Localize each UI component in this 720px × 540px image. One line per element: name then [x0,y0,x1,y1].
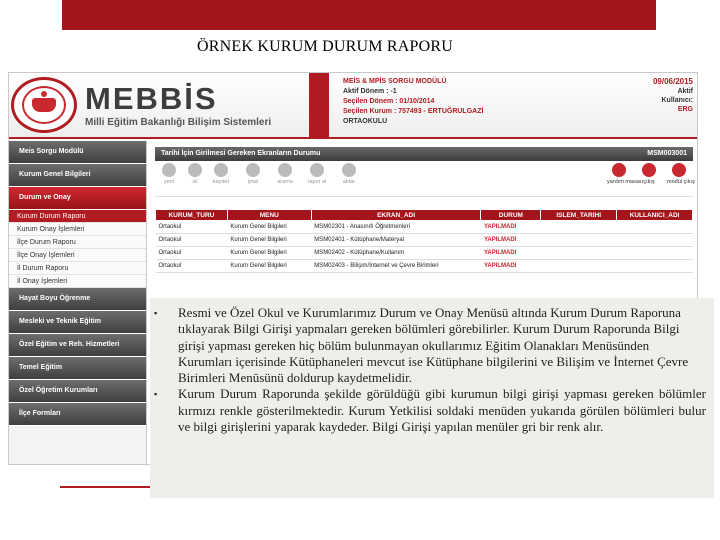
column-header[interactable]: ISLEM_TARIHI [541,210,617,221]
toolbar-icon [310,163,324,177]
sidebar [9,141,147,465]
sidebar-item[interactable]: Hayat Boyu Öğrenme [9,288,146,311]
column-header[interactable]: MENU [227,210,311,221]
column-header[interactable]: KULLANICI_ADI [617,210,693,221]
user-name: ERG [677,106,693,113]
table-row[interactable] [156,247,693,260]
selected-term: Seçilen Dönem : 01/10/2014 [343,98,435,105]
bullet-icon: ▪ [154,389,158,400]
app-brand: MEBBİS [85,81,218,116]
table-cell: YAPILMADI [481,234,541,247]
toolbar-button[interactable] [183,163,207,185]
toolbar-button[interactable] [305,163,329,185]
table-row[interactable] [156,260,693,273]
table-row[interactable] [156,234,693,247]
column-header[interactable]: KURUM_TURU [156,210,228,221]
top-red-bar [62,0,656,30]
table-cell: YAPILMADI [481,247,541,260]
footer-red-line [60,486,150,488]
sidebar-item[interactable]: İlçe Formları [9,403,146,426]
toolbar-icon [278,163,292,177]
table-cell [617,260,693,273]
panel-titlebar [155,147,693,161]
toolbar-icon [672,163,686,177]
active-term: Aktif Dönem : -1 [343,88,397,95]
toolbar-button[interactable] [241,163,265,185]
toolbar-button[interactable] [209,163,233,185]
sidebar-item[interactable]: Temel Eğitim [9,357,146,380]
toolbar-label: rapor al [307,179,327,185]
toolbar-label: çıkış [643,179,655,185]
toolbar-icon [342,163,356,177]
toolbar-button[interactable] [607,163,644,185]
toolbar-button[interactable] [637,163,661,185]
toolbar-label: yardım masası [607,179,644,185]
toolbar-label: sil [192,179,198,185]
table-cell: Ortaokul [156,221,228,234]
table-cell: MSM02402 - Kütüphane/Kullanım [311,247,481,260]
toolbar [155,161,693,197]
toolbar-icon [162,163,176,177]
toolbar-icon [188,163,202,177]
app-subtitle: Milli Eğitim Bakanlığı Bilişim Sistemleri [85,117,272,128]
toolbar-label: aktar [342,179,356,185]
institution-type: ORTAOKULU [343,118,388,125]
toolbar-button[interactable] [157,163,181,185]
meb-logo-icon [11,77,77,133]
toolbar-label: kaydet [212,179,230,185]
sidebar-subitem[interactable]: Kurum Onay İşlemleri [9,223,146,236]
user-info [661,87,693,114]
sidebar-item[interactable]: Özel Öğretim Kurumları [9,380,146,403]
slide-title: ÖRNEK KURUM DURUM RAPORU [197,38,453,55]
sidebar-item[interactable]: Özel Eğitim ve Reh. Hizmetleri [9,334,146,357]
table-cell: Ortaokul [156,260,228,273]
user-status: Aktif [677,88,693,95]
table-cell: Ortaokul [156,247,228,260]
bullet-icon: ▪ [154,308,158,318]
toolbar-label: yeni [163,179,175,185]
table-cell: Kurum Genel Bilgileri [227,247,311,260]
table-cell: MSM02401 - Kütüphane/Materyal [311,234,481,247]
session-info [343,77,483,127]
header-red-strip [309,73,329,137]
sidebar-item[interactable]: Meis Sorgu Modülü [9,141,146,164]
table-cell: Kurum Genel Bilgileri [227,260,311,273]
user-label: Kullanıcı: [661,97,693,104]
table-cell: MSM02403 - Bilişim/İnternet ve Çevre Birimleri [311,260,481,273]
toolbar-button[interactable] [337,163,361,185]
toolbar-button[interactable] [273,163,297,185]
current-date: 09/06/2015 [652,77,693,86]
table-cell [541,234,617,247]
table-cell [541,221,617,234]
column-header[interactable]: DURUM [481,210,541,221]
table-cell: Kurum Genel Bilgileri [227,234,311,247]
toolbar-label: iptal [247,179,259,185]
table-cell [617,221,693,234]
selected-institution: Seçilen Kurum : 757493 - ERTUĞRULGAZİ [343,108,484,115]
table-cell: YAPILMADI [481,221,541,234]
sidebar-subitem[interactable]: İl Onay İşlemleri [9,275,146,288]
module-name: MEİS & MPİS SORGU MODÜLÜ [343,78,447,85]
sidebar-item[interactable]: Mesleki ve Teknik Eğitim [9,311,146,334]
toolbar-icon [612,163,626,177]
toolbar-icon [642,163,656,177]
toolbar-button[interactable] [667,163,695,185]
sidebar-item[interactable]: Kurum Genel Bilgileri [9,164,146,187]
sidebar-subitem[interactable]: İlçe Durum Raporu [9,236,146,249]
note-bullet-2: ▪ Kurum Durum Raporunda şekilde görüldüğü gibi kurumun bilgi girişi yapması gereken bölümler kırmızı renkle gösterilmektedir. Kurum Yetkilisi soldaki menüden yukarıda görülen bölümleri bulur ve bilgi girişlerini yaparak kaydeder. Bilgi Girişi yapılan menüler gri bir renk alır. [154,386,706,435]
toolbar-label: arama [277,179,293,185]
table-cell [617,247,693,260]
toolbar-icon [246,163,260,177]
table-cell: YAPILMADI [481,260,541,273]
table-cell [541,260,617,273]
explanation-note [150,298,714,498]
column-header[interactable]: EKRAN_ADI [311,210,481,221]
toolbar-label: modül çıkış [667,179,695,185]
table-cell [541,247,617,260]
note-bullet-1: ▪ Resmi ve Özel Okul ve Kurumlarımız Durum ve Onay Menüsü altında Kurum Durum Raporuna tıklayarak Bilgi Girişi yapmaları gereken bölümleri görebilirler. Kurum Durum Raporunda Bilgi girişi yapması gereken hiç bölüm bulunmayan okullarımız Eğitim Olanakları Menüsünden Kurumları içerisinde Kütüphaneleri mevcut ise Kütüphane bilgilerini ve Bilişim ve İnternet Çevre Birimleri Menüsünü doldurup kaydetmelidir. [154,305,689,386]
table-cell: MSM02301 - Anasınıfı Öğretmenleri [311,221,481,234]
toolbar-icon [214,163,228,177]
panel-code: MSM003001 [647,150,687,157]
sidebar-subitem[interactable]: İlçe Onay İşlemleri [9,249,146,262]
table-cell: Ortaokul [156,234,228,247]
table-row[interactable] [156,221,693,234]
sidebar-item[interactable]: Durum ve Onay [9,187,146,210]
panel-title: Tarihi İçin Girilmesi Gereken Ekranların Durumu [161,150,321,157]
status-table [155,209,693,273]
app-header [9,73,698,139]
table-cell [617,234,693,247]
sidebar-subitem[interactable]: İl Durum Raporu [9,262,146,275]
table-cell: Kurum Genel Bilgileri [227,221,311,234]
sidebar-subitem[interactable]: Kurum Durum Raporu [9,210,146,223]
